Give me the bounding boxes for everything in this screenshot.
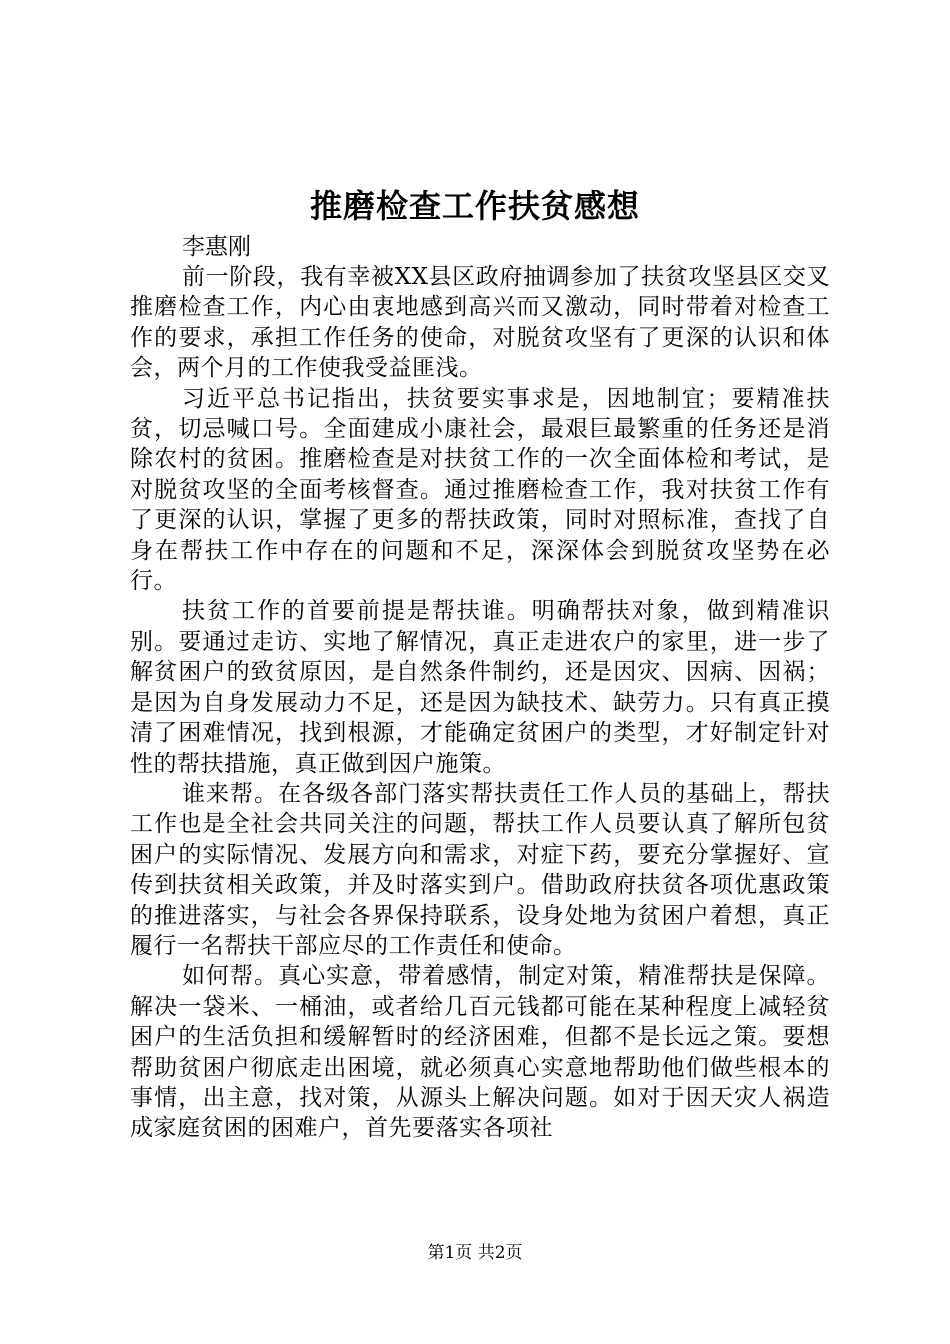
paragraph-1: 前一阶段，我有幸被XX县区政府抽调参加了扶贫攻坚县区交叉推磨检查工作，内心由衷地感到高兴而又激动，同时带着对检查工作的要求，承担工作任务的使命，对脱贫攻坚有了更深的认识和体会，两个月的工作使我受益匪浅。 [130, 264, 830, 382]
paragraph-5: 如何帮。真心实意，带着感情，制定对策，精准帮扶是保障。解决一袋米、一桶油，或者给几百元钱都可能在某种程度上减轻贫困户的生活负担和缓解暂时的经济困难，但都不是长远之策。要想帮助贫困户彻底走出困境，就必须真心实意地帮助他们做些根本的事情，出主意，找对策，从源头上解决问题。如对于因天灾人祸造成家庭贫困的困难户，首先要落实各项社 [130, 963, 830, 1142]
document-title: 推磨检查工作扶贫感想 [309, 187, 640, 225]
page-footer: 第1页 共2页 [427, 1243, 523, 1263]
paragraph-4: 谁来帮。在各级各部门落实帮扶责任工作人员的基础上，帮扶工作也是全社会共同关注的问题，帮扶工作人员要认真了解所包贫困户的实际情况、发展方向和需求，对症下药，要充分掌握好、宣传到扶贫相关政策，并及时落实到户。借助政府扶贫各项优惠政策的推进落实，与社会各界保持联系，设身处地为贫困户着想，真正履行一名帮扶干部应尽的工作责任和使命。 [130, 780, 830, 959]
paragraph-2: 习近平总书记指出，扶贫要实事求是，因地制宜；要精准扶贫，切忌喊口号。全面建成小康社会，最艰巨最繁重的任务还是消除农村的贫困。推磨检查是对扶贫工作的一次全面体检和考试，是对脱贫攻坚的全面考核督查。通过推磨检查工作，我对扶贫工作有了更深的认识，掌握了更多的帮扶政策，同时对照标准，查找了自身在帮扶工作中存在的问题和不足，深深体会到脱贫攻坚势在必行。 [130, 385, 830, 595]
paragraph-3: 扶贫工作的首要前提是帮扶谁。明确帮扶对象，做到精准识别。要通过走访、实地了解情况，真正走进农户的家里，进一步了解贫困户的致贫原因，是自然条件制约，还是因灾、因病、因祸；是因为自身发展动力不足，还是因为缺技术、缺劳力。只有真正摸清了困难情况，找到根源，才能确定贫困户的类型，才好制定针对性的帮扶措施，真正做到因户施策。 [130, 598, 830, 777]
document-body [130, 262, 830, 1177]
author-name: 李惠刚 [182, 234, 251, 260]
